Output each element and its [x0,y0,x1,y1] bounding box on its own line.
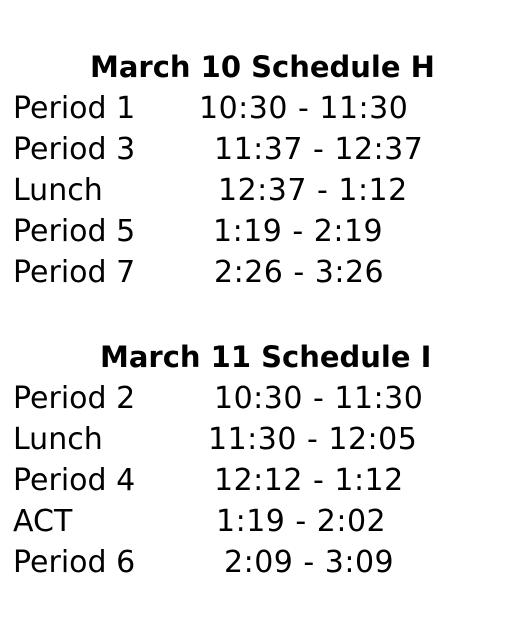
schedule-row [0,542,530,583]
schedule-row [0,501,530,542]
period-name: ACT [13,504,73,539]
period-name: Period 7 [13,255,136,290]
schedule-row [0,419,530,460]
schedule-march-11 [0,337,530,583]
period-time: 2:26 - 3:26 [214,255,385,290]
schedule-row [0,460,530,501]
period-name: Period 4 [13,463,136,498]
schedule-row [0,211,530,252]
schedule-row [0,129,530,170]
period-name: Period 3 [13,132,136,167]
period-time: 2:09 - 3:09 [224,545,395,580]
period-time: 12:37 - 1:12 [218,173,408,208]
period-name: Period 6 [13,545,136,580]
schedule-title: March 10 Schedule H [90,50,435,84]
period-name: Lunch [13,422,103,457]
period-name: Period 5 [13,214,136,249]
period-name: Lunch [13,173,103,208]
period-time: 1:19 - 2:02 [216,504,387,539]
schedule-row [0,378,530,419]
period-name: Period 1 [13,91,136,126]
schedule-row [0,88,530,129]
period-time: 12:12 - 1:12 [214,463,404,498]
schedule-march-10 [0,47,530,293]
schedule-row [0,252,530,293]
period-time: 11:30 - 12:05 [208,422,418,457]
period-time: 10:30 - 11:30 [214,381,424,416]
period-time: 10:30 - 11:30 [199,91,409,126]
period-name: Period 2 [13,381,136,416]
period-time: 1:19 - 2:19 [213,214,384,249]
schedule-title: March 11 Schedule I [100,340,432,374]
schedule-row [0,170,530,211]
period-time: 11:37 - 12:37 [214,132,424,167]
